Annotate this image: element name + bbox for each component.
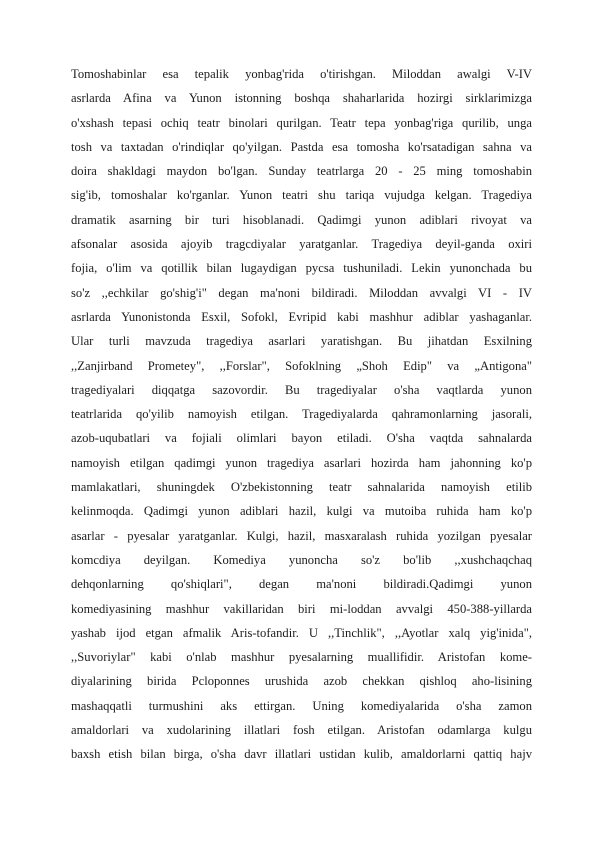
text-line: doira shakldagi maydon bo'lgan. Sunday teatrlarga 20 - 25 ming tomoshabin	[71, 164, 532, 179]
text-line: komcdiya deyilgan. Komediya yunoncha so'z bo'lib ,,xushchaqchaq	[71, 552, 532, 567]
text-line: mashaqqatli turmushini aks ettirgan. Uning komediyalarida o'sha zamon	[71, 698, 532, 713]
text-line: sig'ib, tomoshalar ko'rganlar. Yunon teatri shu tariqa vujudga kelgan. Tragediya	[71, 188, 532, 203]
text-line: azob-uqubatlari va fojiali olimlari bayon etiladi. O'sha vaqtda sahnalarda	[71, 431, 532, 446]
text-line: namoyish etilgan qadimgi yunon tragediya asarlari hozirda ham jahonning ko'p	[71, 455, 532, 470]
text-line: ,,Suvoriylar" kabi o'nlab mashhur pyesalarning muallifidir. Aristofan kome-	[71, 650, 532, 665]
text-line: baxsh etish bilan birga, o'sha davr illatlari ustidan kulib, amaldorlarni qattiq hajv	[71, 747, 532, 762]
text-line: Tomoshabinlar esa tepalik yonbag'rida o'tirishgan. Miloddan awalgi V-IV	[71, 67, 532, 81]
text-line: dehqonlarning qo'shiqlari", degan ma'noni bildiradi.Qadimgi yunon	[71, 577, 532, 592]
text-line: o'xshash tepasi ochiq teatr binolari qurilgan. Teatr tepa yonbag'riga qurilib, unga	[71, 115, 532, 130]
text-line: afsonalar asosida ajoyib tragcdiyalar yaratganlar. Tragediya deyil-ganda oxiri	[71, 237, 532, 252]
text-line: Ular turli mavzuda tragediya asarlari yaratishgan. Bu jihatdan Esxilning	[71, 334, 532, 349]
text-line: tragediyalari diqqatga sazovordir. Bu tragediyalar o'sha vaqtlarda yunon	[71, 382, 532, 397]
body-text	[71, 62, 532, 767]
text-line: fojia, o'lim va qotillik bilan lugaydigan pycsa tushuniladi. Lekin yunonchada bu	[71, 261, 532, 276]
text-line: kelinmoqda. Qadimgi yunon adiblari hazil, kulgi va mutoiba ruhida ham ko'p	[71, 504, 532, 519]
text-line: asarlar - pyesalar yaratganlar. Kulgi, hazil, masxaralash ruhida yozilgan pyesalar	[71, 528, 532, 543]
text-line: mamlakatlari, shuningdek O'zbekistonning teatr sahnalarida namoyish etilib	[71, 480, 532, 495]
text-line: asrlarda Afina va Yunon istonning boshqa shaharlarida hozirgi sirklarimizga	[71, 91, 532, 106]
text-line: dramatik asarning bir turi hisoblanadi. Qadimgi yunon adiblari rivoyat va	[71, 212, 532, 227]
text-line: komediyasining mashhur vakillaridan biri mi-loddan avvalgi 450-388-yillarda	[71, 601, 532, 616]
text-line: tosh va taxtadan o'rindiqlar qo'yilgan. Pastda esa tomosha ko'rsatadigan sahna va	[71, 139, 532, 154]
text-line: asrlarda Yunonistonda Esxil, Sofokl, Evripid kabi mashhur adiblar yashaganlar.	[71, 309, 532, 324]
text-line: amaldorlari va xudolarining illatlari fosh etilgan. Aristofan odamlarga kulgu	[71, 723, 532, 738]
text-line: yashab ijod etgan afmalik Aris-tofandir. U ,,Tinchlik", ,,Ayotlar xalq yig'inida",	[71, 625, 532, 640]
text-line: diyalarining birida Pcloponnes urushida azob chekkan qishloq aho-lisining	[71, 674, 532, 689]
text-line: ,,Zanjirband Prometey", ,,Forslar", Sofoklning „Shoh Edip" va „Antigona"	[71, 358, 532, 373]
text-line: teatrlarida qo'yilib namoyish etilgan. Tragediyalarda qahramonlarning jasorali,	[71, 407, 532, 422]
text-line: so'z ,,echkilar go'shig'i" degan ma'noni bildiradi. Miloddan avvalgi VI - IV	[71, 285, 532, 300]
